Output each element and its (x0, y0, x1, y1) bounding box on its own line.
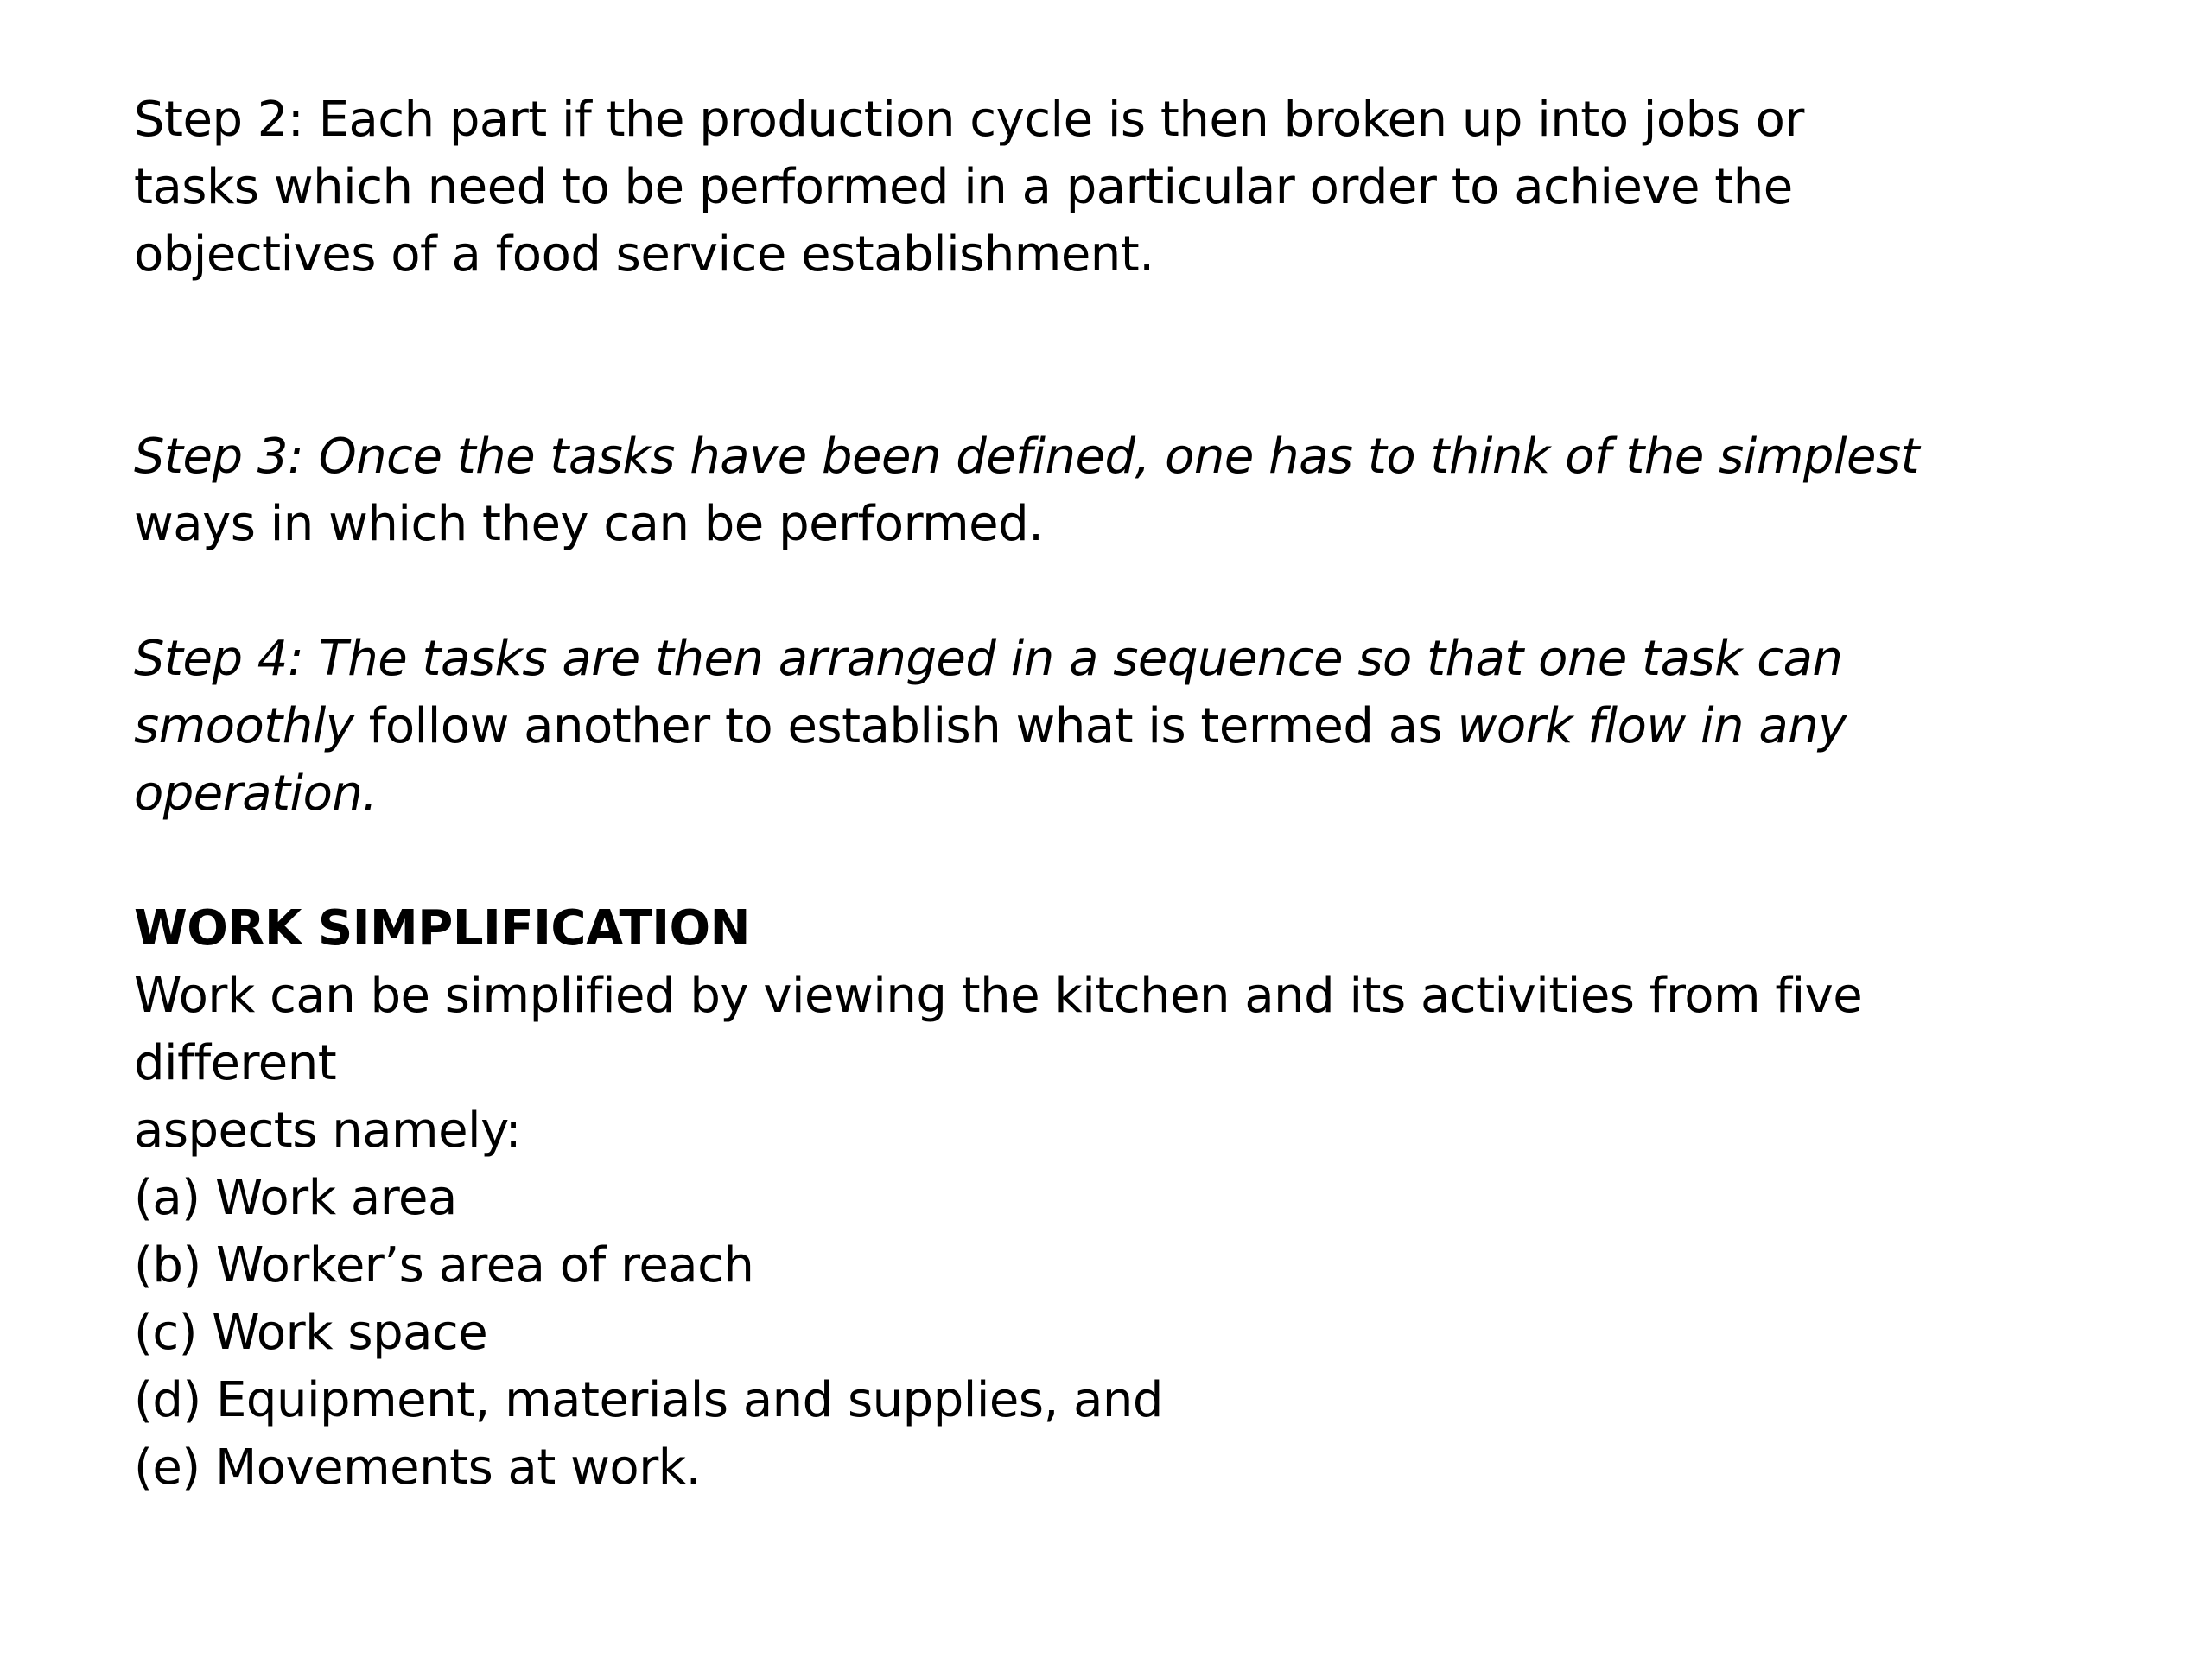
work-simplification-section (134, 895, 2147, 1502)
list-item: (e) Movements at work. (134, 1440, 701, 1496)
step-3-paragraph (134, 423, 2147, 558)
step-4-emphasis: work flow in any (1457, 698, 1847, 754)
intro-line: different (134, 1035, 337, 1091)
spacer (134, 289, 2147, 423)
step-2-paragraph (134, 86, 2147, 289)
step-4-line: Step 4: The tasks are then arranged in a sequence so that one task can (134, 631, 1843, 687)
spacer (134, 558, 2147, 626)
intro-line: aspects namely: (134, 1103, 522, 1159)
list-item: (b) Worker’s area of reach (134, 1237, 754, 1294)
list-item: (a) Work area (134, 1170, 457, 1226)
step-2-line: objectives of a food service establishment. (134, 226, 1154, 283)
step-3-line: Step 3: Once the tasks have been defined, one has to think of the simplest (134, 429, 1920, 485)
document-body (134, 86, 2147, 1502)
step-4-emphasis: smoothly (134, 698, 354, 754)
list-item: (c) Work space (134, 1305, 488, 1361)
section-heading: WORK SIMPLIFICATION (134, 900, 751, 957)
intro-line: Work can be simplified by viewing the kitchen and its activities from five (134, 968, 1863, 1024)
step-3-line: ways in which they can be performed. (134, 496, 1044, 552)
step-4-text: follow another to establish what is termed as (353, 698, 1458, 754)
list-item: (d) Equipment, materials and supplies, and (134, 1372, 1163, 1428)
spacer (134, 828, 2147, 895)
step-2-line: Step 2: Each part if the production cycle is then broken up into jobs or (134, 92, 1804, 148)
step-4-paragraph (134, 626, 2147, 828)
step-4-line: operation. (134, 766, 378, 822)
step-4-line (134, 693, 2147, 760)
step-2-line: tasks which need to be performed in a particular order to achieve the (134, 159, 1793, 215)
